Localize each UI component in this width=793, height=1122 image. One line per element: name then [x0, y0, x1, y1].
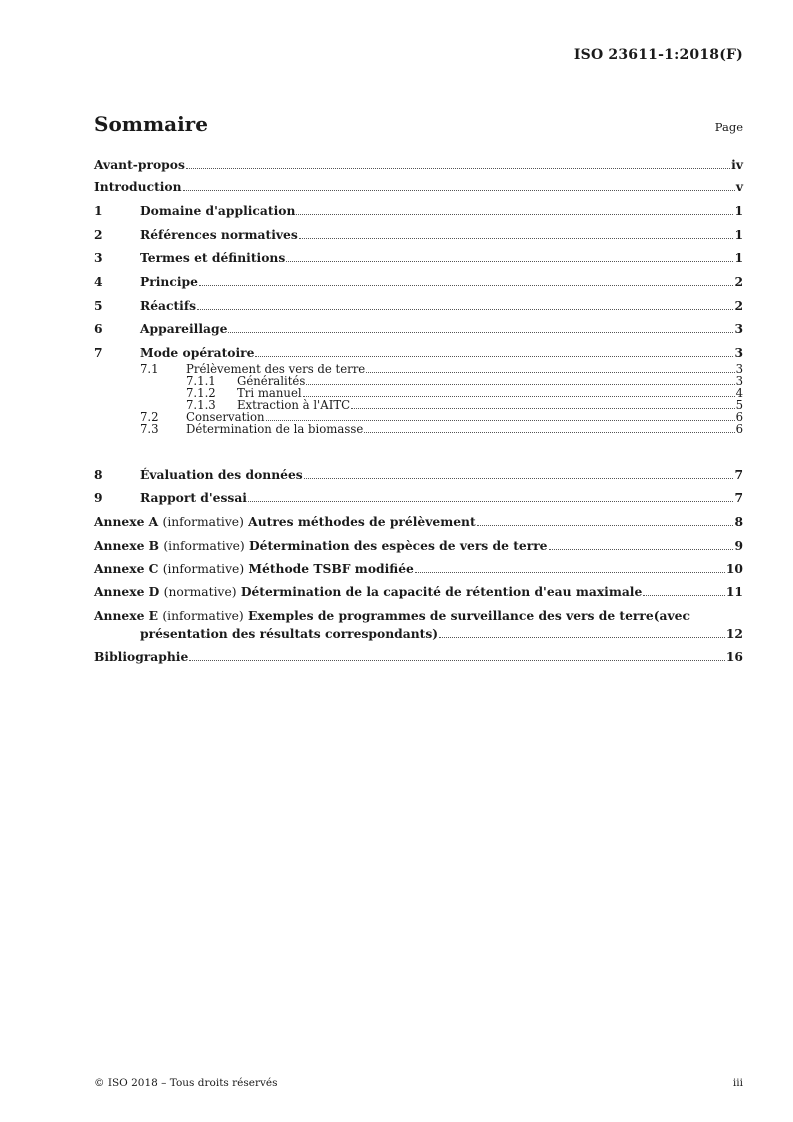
toc-entry[interactable] — [94, 322, 743, 336]
annex-label: Annexe E — [94, 608, 159, 623]
toc-entry-page: 1 — [734, 203, 743, 218]
toc-annex-entry[interactable] — [94, 585, 743, 599]
dot-leader — [286, 261, 733, 262]
toc-entry-title: Références normatives — [140, 227, 298, 242]
toc-entry-page: 10 — [725, 561, 743, 576]
toc-entry-number: 7.3 — [140, 422, 159, 436]
dot-leader — [189, 660, 725, 661]
document-reference: ISO 23611-1:2018(F) — [573, 47, 743, 63]
toc-annex-entry[interactable] — [94, 609, 743, 641]
toc-entry-number: 7.2 — [140, 410, 159, 424]
toc-entry-page: 2 — [734, 274, 743, 289]
toc-entry-title: Conservation — [186, 410, 265, 424]
toc-entry-number: 7.1.1 — [186, 374, 216, 388]
toc-entry-page: 3 — [735, 362, 743, 376]
toc-entry-title: Mode opératoire — [140, 345, 255, 360]
toc-entry-title: Bibliographie — [94, 649, 189, 664]
toc-entry-page: 3 — [735, 374, 743, 388]
dot-leader — [306, 384, 734, 385]
annex-kind: (normative) — [163, 585, 237, 599]
toc-entry-number: 7.1.2 — [186, 386, 216, 400]
toc-entry-number: 8 — [94, 467, 103, 482]
toc-entry-page: 3 — [734, 321, 743, 336]
toc-entry[interactable] — [94, 158, 743, 172]
annex-title: Autres méthodes de prélèvement — [248, 514, 476, 529]
toc-entry-number: 4 — [94, 274, 103, 289]
dot-leader — [477, 525, 734, 526]
toc-entry-title: Généralités — [237, 374, 306, 388]
toc-entry-page: 7 — [734, 490, 743, 505]
toc-entry-page: 3 — [734, 345, 743, 360]
toc-entry-title: Termes et définitions — [140, 250, 286, 265]
footer-copyright: © ISO 2018 – Tous droits réservés — [94, 1077, 278, 1089]
annex-title: Détermination des espèces de vers de terre — [249, 538, 548, 553]
toc-entry-title: Prélèvement des vers de terre — [186, 362, 366, 376]
toc-title: Sommaire — [94, 112, 208, 136]
annex-title: Détermination de la capacité de rétention d'eau maximale — [240, 584, 643, 599]
annex-kind: (informative) — [162, 515, 244, 529]
toc-entry-page: 4 — [735, 386, 743, 400]
toc-entry-number: 5 — [94, 298, 103, 313]
dot-leader — [228, 332, 733, 333]
toc-entry-page: 11 — [725, 584, 743, 599]
dot-leader — [197, 309, 733, 310]
toc-entry-page: 5 — [735, 398, 743, 412]
dot-leader — [186, 168, 730, 169]
annex-label: Annexe D — [94, 584, 160, 599]
dot-leader — [415, 572, 725, 573]
dot-leader — [248, 501, 733, 502]
toc-entry-number: 7.1.3 — [186, 398, 216, 412]
annex-title-continued: présentation des résultats correspondants) — [140, 626, 439, 641]
toc-entry-page: 16 — [725, 649, 743, 664]
toc-annex-entry[interactable] — [94, 515, 743, 529]
toc-entry-page: iv — [731, 157, 743, 172]
toc-entry[interactable] — [94, 346, 743, 360]
toc-annex-entry[interactable] — [94, 539, 743, 553]
toc-entry-number: 7 — [94, 345, 103, 360]
annex-kind: (informative) — [163, 539, 245, 553]
toc-entry-title: Appareillage — [140, 321, 228, 336]
dot-leader — [364, 432, 734, 433]
annex-label: Annexe C — [94, 561, 159, 576]
dot-leader — [366, 372, 734, 373]
toc-page-column-label: Page — [714, 120, 743, 134]
dot-leader — [296, 214, 733, 215]
toc-entry-title: Réactifs — [140, 298, 197, 313]
toc-entry-title: Détermination de la biomasse — [186, 422, 364, 436]
dot-leader — [549, 549, 734, 550]
toc-entry-page: v — [735, 179, 743, 194]
toc-entry[interactable] — [94, 204, 743, 218]
annex-title: Exemples de programmes de surveillance des vers de terre(avec — [248, 608, 690, 623]
toc-entry-page: 6 — [735, 410, 743, 424]
toc-entry-page: 2 — [734, 298, 743, 313]
toc-annex-entry[interactable] — [94, 562, 743, 576]
toc-entry-title: Tri manuel — [237, 386, 302, 400]
toc-entry-title: Extraction à l'AITC — [237, 398, 351, 412]
footer-page-number: iii — [732, 1077, 743, 1089]
toc-entry[interactable] — [94, 228, 743, 242]
toc-entry[interactable] — [94, 251, 743, 265]
dot-leader — [199, 285, 734, 286]
toc-entry-number: 3 — [94, 250, 103, 265]
dot-leader — [304, 478, 734, 479]
toc-entry-page: 1 — [734, 227, 743, 242]
toc-entry-title: Principe — [140, 274, 198, 289]
toc-bibliography-entry[interactable] — [94, 650, 743, 664]
annex-label: Annexe B — [94, 538, 160, 553]
toc-entry-page: 8 — [734, 514, 743, 529]
toc-entry-number: 6 — [94, 321, 103, 336]
toc-entry[interactable] — [94, 299, 743, 313]
dot-leader — [303, 396, 735, 397]
toc-entry-page: 9 — [734, 538, 743, 553]
dot-leader — [255, 356, 733, 357]
toc-entry-title: Avant-propos — [94, 157, 185, 172]
toc-entry-title: Évaluation des données — [140, 467, 303, 482]
dot-leader — [183, 190, 735, 191]
toc-entry-page: 6 — [735, 422, 743, 436]
dot-leader — [266, 420, 735, 421]
annex-title: Méthode TSBF modifiée — [248, 561, 414, 576]
toc-entry-title: Domaine d'application — [140, 203, 296, 218]
toc-entry-number: 7.1 — [140, 362, 159, 376]
toc-entry-number: 1 — [94, 203, 103, 218]
toc-entry-title: Rapport d'essai — [140, 490, 247, 505]
toc-entry[interactable] — [94, 275, 743, 289]
toc-entry[interactable] — [94, 422, 743, 436]
toc-entry[interactable] — [94, 491, 743, 505]
annex-label: Annexe A — [94, 514, 159, 529]
dot-leader — [299, 238, 734, 239]
toc-entry-page: 7 — [734, 467, 743, 482]
toc-entry-number: 2 — [94, 227, 103, 242]
toc-entry[interactable] — [94, 468, 743, 482]
toc-entry[interactable] — [94, 180, 743, 194]
toc-entry-title: Introduction — [94, 179, 182, 194]
annex-kind: (informative) — [162, 562, 245, 576]
dot-leader — [351, 408, 734, 409]
toc-entry-page: 1 — [734, 250, 743, 265]
toc-entry-number: 9 — [94, 490, 103, 505]
annex-kind: (informative) — [162, 609, 244, 623]
dot-leader — [643, 595, 725, 596]
dot-leader — [439, 637, 725, 638]
toc-entry-page: 12 — [725, 626, 743, 641]
